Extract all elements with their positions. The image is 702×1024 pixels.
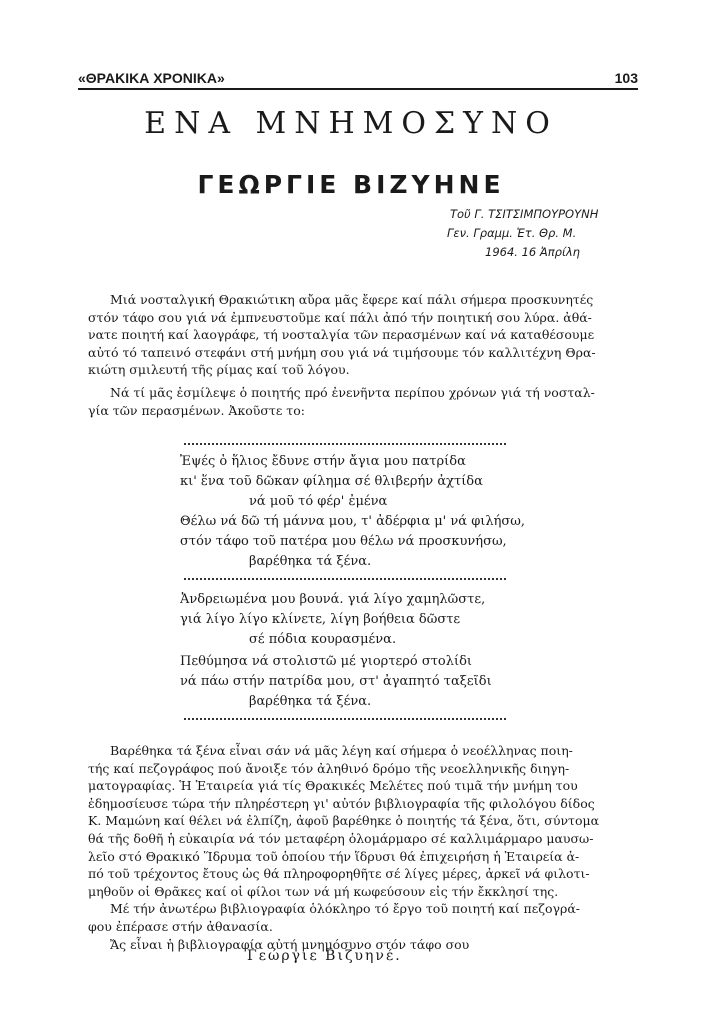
text-line: μηθοῦν οἱ Θρᾶκες καί οἱ φίλοι των νά μή κωφεύσουν εἰς τήν ἔκκλησί της.	[88, 883, 559, 899]
paragraph-intro	[88, 291, 638, 379]
verse-line: Πεθύμησα νά στολιστῶ μέ γιορτερό στολίδι	[180, 654, 472, 669]
article-title: ΕΝΑ ΜΝΗΜΟΣΥΝΟ	[144, 106, 558, 141]
dotted-separator	[184, 578, 506, 580]
text-line: Νά τί μᾶς ἐσμίλεψε ὁ ποιητής πρό ἐνενῆντα περίπου χρόνων γιά τή νοσταλ-	[110, 385, 595, 400]
verse-line: σέ πόδια κουρασμένα.	[249, 632, 397, 647]
verse-line: στόν τάφο τοῦ πατέρα μου θέλω νά προσκυνήσω,	[180, 534, 507, 549]
text-line: στόν τάφο σου γιά νά ἐμπνευστοῦμε καί πάλι ἀπό τήν ποιητική σου λύρα. ἀθά-	[88, 309, 592, 325]
verse-line: βαρέθηκα τά ξένα.	[249, 694, 372, 709]
poem-stanza-2	[180, 512, 600, 572]
text-line: φου ἐπέρασε στήν ἀθανασία.	[88, 918, 273, 934]
text-line: Μέ τήν ἀνωτέρω βιβλιογραφία ὁλόκληρο τό ἔργο τοῦ ποιητή καί πεζογρά-	[110, 901, 581, 917]
page-number: 103	[614, 70, 638, 86]
verse-line: Ἐψές ὁ ἥλιος ἔδυνε στήν ἄγια μου πατρίδα	[180, 454, 466, 469]
text-line: Ἄς εἶναι ἡ βιβλιογραφία αὐτή μνημόσυνο στόν τάφο σου	[110, 936, 470, 952]
text-line: Κ. Μαμώνη καί θέλει νά ἐλπίζη, ἀφοῦ βαρέθηκε ὁ ποιητής τά ξένα, ὅτι, σύντομα	[88, 813, 600, 829]
poem-stanza-3	[180, 590, 600, 650]
text-line: ματογραφίας. Ἡ Ἑταιρεία γιά τίς Θρακικές Μελέτες πού τιμᾶ τήν μνήμη του	[88, 778, 578, 794]
text-line: γία τῶν περασμένων. Ἀκοῦστε το:	[88, 402, 305, 418]
byline	[430, 205, 640, 262]
byline-author: Τοῦ Γ. ΤΣΙΤΣΙΜΠΟΥΡΟΥΝΗ	[450, 207, 599, 221]
verse-line: νά μοῦ τό φέρ' ἐμένα	[249, 494, 388, 509]
journal-name: «ΘΡΑΚΙΚΑ ΧΡΟΝΙΚΑ»	[78, 70, 225, 86]
verse-line: γιά λίγο λίγο κλίνετε, λίγη βοήθεια δῶστε	[180, 612, 461, 627]
verse-line: Ἀνδρειωμένα μου βουνά. γιά λίγο χαμηλῶστε,	[180, 592, 486, 607]
verse-line: Θέλω νά δῶ τή μάννα μου, τ' ἀδέρφια μ' νά φιλήσω,	[180, 514, 526, 529]
text-line: θά τῆς δοθῆ ἡ εὐκαιρία νά τόν μεταφέρη ὁλομάρμαρο σέ καλλιμάρμαρο μαυσω-	[88, 830, 594, 846]
article-subtitle: ΓΕΩΡΓΙΕ ΒΙΖΥΗΝΕ	[197, 170, 505, 199]
verse-line: νά πάω στήν πατρίδα μου, στ' ἀγαπητό ταξεῖδι	[180, 674, 492, 689]
byline-position: Γεν. Γραμμ. Ἑτ. Θρ. Μ.	[447, 226, 577, 240]
running-header	[78, 66, 638, 86]
text-line: λεῖο στό Θρακικό Ἵδρυμα τοῦ ὁποίου τήν ἵδρυσι θά ἐπιχειρήση ἡ Ἑταιρεία ἀ-	[88, 848, 580, 864]
byline-date: 1964. 16 Ἀπρίλη	[485, 245, 580, 259]
text-line: αὐτό τό ταπεινό στεφάνι στή μνήμη σου γιά νά τιμήσουμε τόν καλλιτέχνη Θρα-	[88, 344, 596, 360]
poem-stanza-1	[180, 452, 600, 512]
verse-line: κι' ἕνα τοῦ δῶκαν φίλημα σέ θλιβερήν ἀχτίδα	[180, 474, 483, 489]
text-line: κιώτη σμιλευτή τῆς ρίμας καί τοῦ λόγου.	[88, 362, 350, 378]
paragraph-closing	[88, 742, 638, 953]
text-line: πό τοῦ τρέχοντος ἔτους ὡς θά πληροφορηθῆτε σέ λίγες μέρες, ἀρκεῖ νά φιλοτι-	[88, 866, 590, 882]
poem-stanza-4	[180, 652, 600, 712]
text-line: τής καί πεζογράφος πού ἄνοιξε τόν ἀληθινό δρόμο τῆς νεοελληνικῆς διηγη-	[88, 760, 570, 776]
dotted-separator	[184, 443, 506, 445]
closing-signature: Γεώργιε Βιζυηνέ.	[247, 948, 402, 964]
text-line: Μιά νοσταλγική Θρακιώτικη αὔρα μᾶς ἔφερε καί πάλι σήμερα προσκυνητές	[110, 292, 594, 307]
paragraph-lead-in	[88, 384, 638, 419]
text-line: νατε ποιητή καί λαογράφε, τή νοσταλγία τῶν περασμένων καί νά καταθέσουμε	[88, 327, 595, 343]
verse-line: βαρέθηκα τά ξένα.	[249, 554, 372, 569]
dotted-separator	[184, 718, 506, 720]
text-line: ἐδημοσίευσε τώρα τήν πληρέστερη γι' αὐτόν βιβλιογραφία τῆς φιλολόγου δίδος	[88, 795, 595, 811]
text-line: Βαρέθηκα τά ξένα εἶναι σάν νά μᾶς λέγη καί σήμερα ὁ νεοέλληνας ποιη-	[110, 743, 573, 758]
header-rule	[78, 88, 638, 90]
